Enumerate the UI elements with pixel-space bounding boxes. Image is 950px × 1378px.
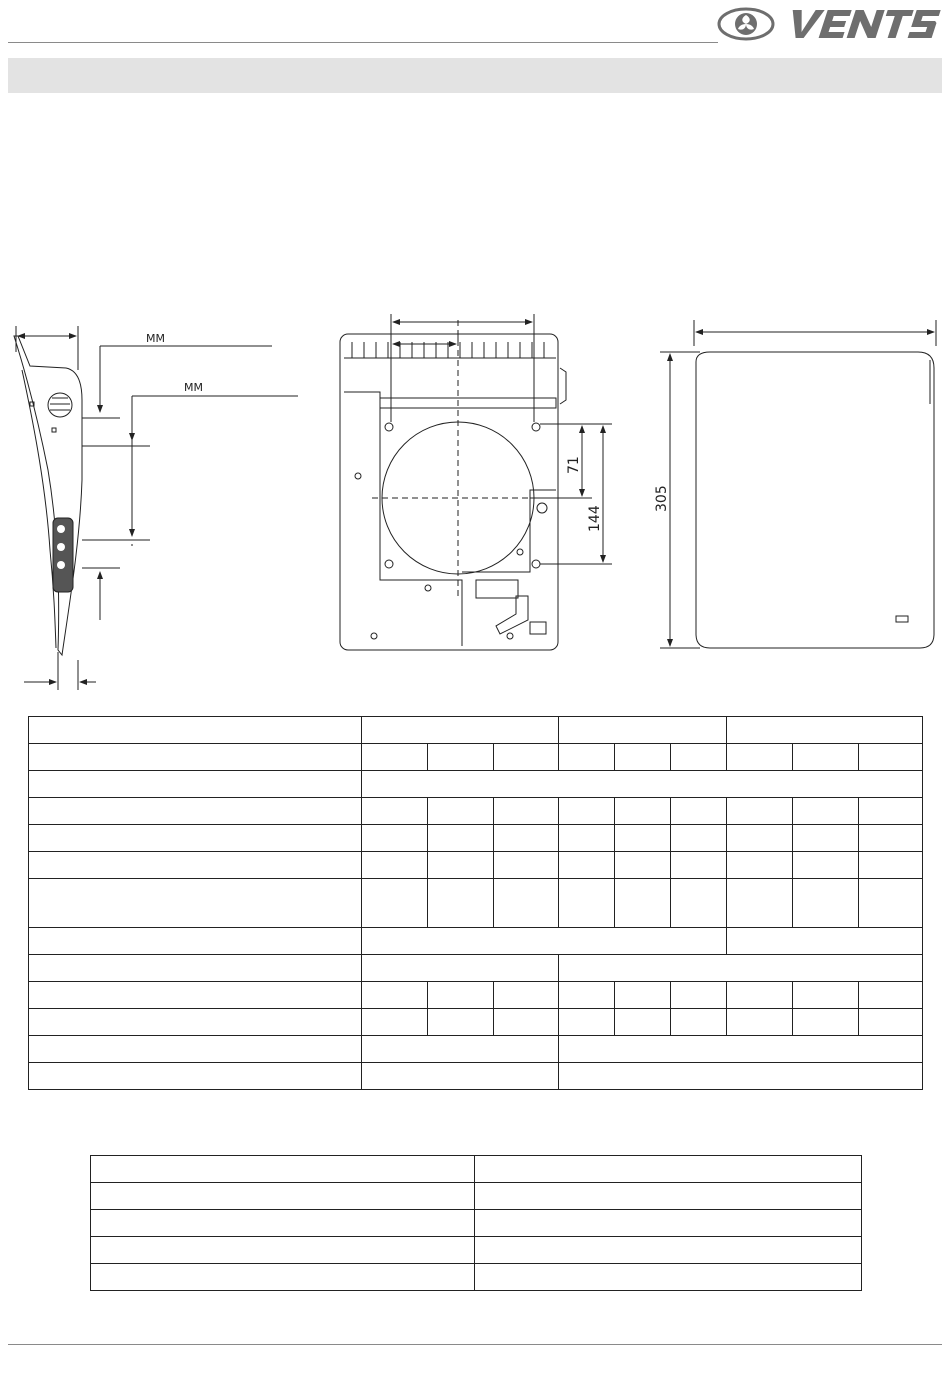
table-row — [29, 825, 923, 852]
table-row — [29, 717, 923, 744]
table-row — [29, 771, 923, 798]
unit-label-2: MM — [184, 381, 203, 394]
table-row — [29, 928, 923, 955]
table-row — [29, 744, 923, 771]
table-row — [91, 1183, 862, 1210]
dimension-drawing — [0, 300, 950, 700]
section-heading-band — [8, 58, 942, 93]
table-row — [91, 1210, 862, 1237]
table-row — [91, 1237, 862, 1264]
secondary-table — [90, 1155, 862, 1291]
table-row — [29, 1063, 923, 1090]
side-view — [14, 326, 298, 690]
rear-view — [340, 314, 612, 650]
table-row — [29, 852, 923, 879]
vents-logo — [716, 6, 942, 42]
footer-rule — [8, 1344, 942, 1345]
table-row — [29, 1009, 923, 1036]
front-view — [660, 320, 936, 648]
table-row — [29, 798, 923, 825]
table-row — [29, 982, 923, 1009]
table-row — [29, 1036, 923, 1063]
spec-table — [28, 716, 923, 1090]
dim-mount-spacing: 144 — [587, 505, 603, 532]
table-row — [91, 1264, 862, 1291]
dim-height: 305 — [654, 485, 670, 512]
table-row — [91, 1156, 862, 1183]
dim-center-offset: 71 — [566, 456, 582, 474]
header-rule — [8, 42, 718, 43]
unit-label-1: MM — [146, 332, 165, 345]
table-row — [29, 955, 923, 982]
fan-icon — [719, 9, 773, 39]
table-row — [29, 879, 923, 928]
